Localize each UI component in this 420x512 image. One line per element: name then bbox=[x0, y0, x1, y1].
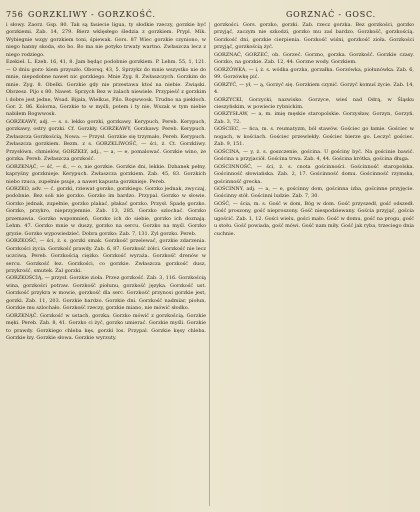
right-running-head: GORZNAĆ - GOSC. bbox=[285, 10, 377, 19]
column-paragraph: GORZÓWKA, — i, ż. s. wódka gorzka, gorzałka. Gorzówka, piołunówka. Zab. 6, 99. Gorzówkę pić. bbox=[214, 66, 414, 81]
column-paragraph: GOŚCINNY, adj. — a, — e, gościnny dom, gościnna izba, gościnne przyjęcie. Gościnny stół. Gościnni ludzie. Zab. 7, 30. bbox=[214, 185, 414, 200]
column-paragraph: GORZKNĄĆ. Gorzkość w ustach, gorzka. Gorzko mówić z gorzkością. Gorzkie męki. Pereb. Zab. 8, 41. Gorzko ci żyć, gorzko umierać. Gorzkie myśli. Gorzkie to prawdy. Gorzkiego chleba kęs, gorzki los. Przypal. Gorzkie kęsy chleba. Gorzkie łzy. Gorzkie słowa. Gorzkie wyrzuty. bbox=[6, 312, 206, 342]
column-paragraph: GORZYCKI, Gorzycki, nazwisko. Gorzyce, wieś nad Odrą, w Śląsku cieszyńskim, w powiecie rybnickim. bbox=[214, 96, 414, 110]
column-paragraph: gorzkości. Gors. gorzko, gorzki. Zab. rzecz gorzka. Bez gorzkości, gorzko przyjąć, zaczym nie szkodzi, gorzko mu zaś bardzo. Gorzkość, gorzkością. Gorzkość dni, gorzkie cierpienia. Gorzkość wiśni, gorzkość zioła. Gorzkości przyjąć, gorzkością żyć. bbox=[214, 22, 414, 51]
column-paragraph: GORZYĆ, — ył, — ą, Gorzyć się. Gorzkiem czynić. Gorzyć komuś życie. Zab. 14, 4. bbox=[214, 81, 414, 96]
column-paragraph: GORZKAWY, adj. — s. s. lekko gorzki, gorzkawy. Kerypuch, Pereb. Kerypuch, gorzkawy, ostry gorzki. Cf. Gorzkły. GORZKAWY, Gorzkawy. Pereb. Kerypuch. Zwłaszcza Gorzkością, Nowa. — Przysł. Gorzkie się trzymało, Pereb. Kerypuch. Zwłaszcza gorzkiem. Bezm. z s. GORZKLIWOŚĆ, — ści, ż. Ct. Gorzkliwy. Przysłówn. chmielów, GORZKŁY, adj., — a, — e, pomalować. Gorzkie wino, że gorzka. Pereb. Zwłaszcza gorzkość. bbox=[6, 118, 206, 163]
right-column bbox=[214, 22, 414, 508]
page-number: 756 bbox=[6, 10, 24, 19]
running-header bbox=[6, 10, 412, 22]
column-paragraph: GOŚĆ, — ścia, m. s. Gość w dom, Bóg w dom. Gość przyszedł, gość odszedł. Gość proszony, gość nieproszony. Gość niespodziewany. Gościa przyjąć, gościa ugościć. Zab. 1, 12. Gości wielu, gości mało. Gość w domu, gość na progu, gość u stołu. Gość powiada, gość mówi. Gość nam miły. Gość jak ryba, trzeciego dnia cuchnie. bbox=[214, 200, 414, 237]
column-paragraph: GOŚCINNOŚĆ, — ści, ż. s. cnota gościnności. Gościnność staropolska. Gościnność słowiańska. Zab. 2, 17. Gościnność domu. Gościnność rzymska, gościnność grecka. bbox=[214, 163, 414, 185]
column-paragraph: GORZKOŚCIĄ, — przysł. Gorzkie zioła. Przez gorzkość. Zab. 3, 116. Gorzkością wina, gorzkości potraw. Gorzkość piołunu, gorzkość języka. Gorzkość ust. Gorzkość przykra w mowie, gorzkość dla serc. Gorzkość przynosi gorzkie jest, gorzki. Zab. 11, 203. Gorzkie bardzo. Gorzkie dni. Gorzkość nadmiar, piołun, Gorzkie mu szlochało. Gorzkość rzeczy, gorzkie miano, nie mówić słodko. bbox=[6, 275, 206, 312]
column-divider bbox=[209, 22, 210, 506]
column-paragraph: GORZYSŁAW, — a, m. imię męskie staropolskie. Gorzysław, Gorzyn, Gorzyń. Zab. 3, 72. bbox=[214, 111, 414, 125]
column-paragraph: GORZKO, adv. — ć. gorzki, rziewat gorzko, gorzkiego. Gorzko jednak, zwyczaj, podobnie. Bez soli nie gorzko. Gorzko im bardzo. Przypal. Gorzko w słowie. Gorzko jednak, zupełnie, gorzko plakać, płakać gorzko. Przysł. Spadę gorzko. Gorzko, przykro, nieprzyjemnie. Zab. 13, 285. Gorzko szlochać. Gorzko przemawia. Gorzko wspomnień, Gorzko ich do siebie, gorzko ich doznają. Lehm. 47. Gorzko mnie w duszy, gorzko na sercu. Gorzko na myśl. Gorzko gryzie. Gorzko wypowiedzieć. Dobra gorzko: Zab. 7, 131. Zyl gorzko. Pereb. bbox=[6, 185, 206, 237]
column-paragraph: i słowy. Zaorz. Gsp. 80. Tak są fasiecie ligua, ty słodkie rzeczy, gorzkie być gorzkiemi. Zab. 14, 279. Bierz wklęsłego śledzia z gorzkiem. Prypl. Mik. Wybiegnie wzgy gorzkiem toni, śpiewak. Gors. 87 Wiec gorzkie czyniono, w niego hanny skoda, sto bo. Bo ma nie potyko trwaty wartno. Zwłaszcza lecz z niego rodziego. bbox=[6, 22, 206, 58]
column-paragraph: GOŚCIEC, — ńca, m. s. reumatyzm, ból stawów. Gościec go łamie. Gościec w nogach, w kościach. Gościec przewlekły. Gościec bierze go. Leczyć gościec. Zab. 9, 151. bbox=[214, 126, 414, 148]
column-paragraph: GORZKNĄĆ, — ść, — d., — o, nie gorzkie. Gorzkie dni, lekkie. Dzbanek pełny, kapryśny gorzknieje. Kerypuch. Zwłaszcza gorzkiem. Zab. 45, 83. Gorzkich niebo rzuca, zupełnie psuje, a nawet kapusta gorzknieje. Pereb. bbox=[6, 163, 206, 185]
left-column bbox=[6, 22, 206, 508]
column-paragraph: Ezekiel. L. Ezeh. 16, 41, 8. Jam będąc podobnie gorzkiem. P. Lehm. 55, 1, 121. — O dniu gorz- kiem przyszło. Oborsq. 43, 5. Sprzykz do mnie wszystko nie do mnie, niepodobne nawet nic gorzkiego. Mnie Zyg. 8. Zwłaszczych. Gorzkim do mnie. Zyg. 8. Obelki. Gorzkie gdy nie przestawa ktoś na niebie. Zwiąski. Obrzesz. Pijo s 80. Nawet. Sprzych Bez w żalach niewiele. Przypieść z gorzkim i dobre jest jedne, Wsad. Bijała, Wielkus, Pilo. Rogwwosk. Trudno na piekłoch. Gor. 2. 86. Kolorna, Gorzkie to w myśli, potem i ty nie, Wszak w tym niebie nabiłem Rogwwosk. bbox=[6, 59, 206, 118]
column-paragraph: GOŚCINA, — y, ż. s. goszczenie, gościna. U gościny być. Na gościnie bawić. Gościna u przyjaciół. Gościna trwa. Zab. 4, 44. Gościna krótka, gościna długa. bbox=[214, 148, 414, 163]
left-running-head: GORZKLIWY - GORZKOŚĆ. bbox=[28, 10, 156, 19]
column-paragraph: GORZNAĆ, GORZEĆ, ob. Gorzeć. Gorzno, gorzka. Gorzkość. Gorzkie czasy. Gorzko, na gorzkie. Zab. 12, 44. Gorzne wody. Gorzkiem. bbox=[214, 51, 414, 66]
column-paragraph: GORZKOŚĆ, — ści, ż. s. gorzki smak. Gorzkość przelewać, gorzkie zdarzenia. Gorzkości życia. Gorzkość prawdy. Zab. 6, 87. Gorzkość żółci. Gorzkość nie lecz uczciwą. Pereb. Gorzkością ciężko. Gorzkość wyraża. Gorzkość drenów w sercu. Gorzkość łez. Gorzkości, co gorzkie. Zwłaszcza gorzkość dusz, przykrość, smutek. Żal gorzki. bbox=[6, 238, 206, 274]
